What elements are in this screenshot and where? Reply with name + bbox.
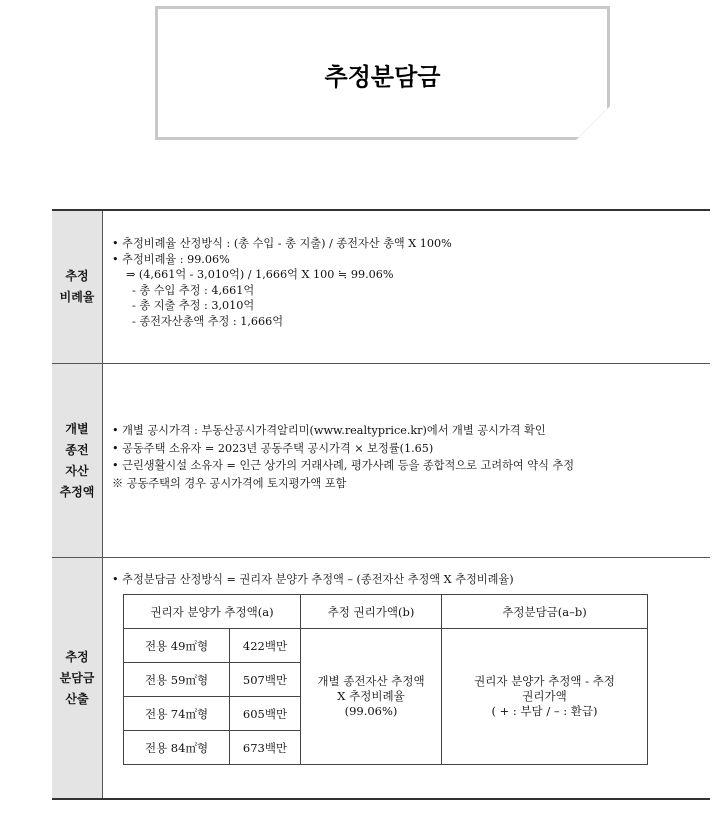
- unit-price: 605백만: [230, 697, 301, 731]
- section-ratio: [52, 211, 710, 364]
- calc-formula-line: • 추정분담금 산정방식 = 권리자 분양가 추정액 – (종전자산 추정액 X 추정비례율): [112, 573, 514, 586]
- unit-price: 422백만: [230, 629, 301, 663]
- table-row: [124, 629, 648, 663]
- contribution-line: ( + : 부담 / – : 환급): [491, 704, 598, 718]
- ratio-method-line: • 추정비례율 산정방식 : (총 수입 - 총 지출) / 종전자산 총액 X 100%: [112, 237, 452, 250]
- rights-value-line: X 추정비례율: [337, 689, 405, 703]
- ratio-calc-line: ⇒ (4,661억 - 3,010억) / 1,666억 X 100 ≒ 99.06%: [126, 268, 394, 281]
- info-table: [52, 209, 710, 800]
- section-content-ratio: [112, 236, 706, 329]
- label-line: 비례율: [59, 290, 95, 304]
- section-label-ratio: [52, 211, 103, 363]
- ratio-value-line: • 추정비례율 : 99.06%: [112, 252, 230, 266]
- section-label-individual: [52, 364, 103, 557]
- section-individual: [52, 364, 710, 558]
- title-box: [155, 6, 610, 140]
- individual-note: ※ 공동주택의 경우 공시가격에 토지평가액 포함: [112, 476, 347, 490]
- section-label-calc: [52, 558, 103, 798]
- label-line: 분담금: [59, 670, 95, 685]
- unit-type: 전용 84㎡형: [124, 731, 230, 765]
- label-line: 산출: [65, 691, 89, 706]
- unit-price: 673백만: [230, 731, 301, 765]
- individual-line-3: • 근린생활시설 소유자 = 인근 상가의 거래사례, 평가사례 등을 종합적으로 고려하여 약식 추정: [112, 459, 575, 472]
- unit-type: 전용 74㎡형: [124, 697, 230, 731]
- label-line: 추정액: [59, 484, 95, 499]
- header-rights-value: 추정 권리가액(b): [301, 595, 442, 629]
- section-content-individual: [112, 422, 706, 492]
- rights-value-line: 개별 종전자산 추정액: [317, 674, 425, 688]
- unit-type: 전용 49㎡형: [124, 629, 230, 663]
- label-line: 추정: [65, 649, 89, 664]
- header-contribution: 추정분담금(a–b): [442, 595, 648, 629]
- contribution-line: 권리자 분양가 추정액 - 추정: [474, 674, 615, 688]
- unit-price: 507백만: [230, 663, 301, 697]
- rights-value-line: (99.06%): [344, 704, 398, 718]
- folded-corner-cut: [576, 106, 610, 140]
- label-line: 종전: [65, 442, 89, 457]
- unit-type: 전용 59㎡형: [124, 663, 230, 697]
- individual-line-1: • 개별 공시가격 : 부동산공시가격알리미(www.realtyprice.kr)에서 개별 공시가격 확인: [112, 424, 546, 437]
- calc-formula: [112, 572, 706, 588]
- ratio-expense-line: - 총 지출 추정 : 3,010억: [132, 299, 255, 312]
- ratio-asset-line: - 종전자산총액 추정 : 1,666억: [132, 314, 284, 328]
- label-line: 추정: [65, 269, 89, 283]
- individual-line-2: • 공동주택 소유자 = 2023년 공동주택 공시가격 × 보정률(1.65): [112, 441, 434, 455]
- ratio-income-line: - 총 수입 추정 : 4,661억: [132, 283, 255, 297]
- label-line: 개별: [65, 421, 89, 436]
- table-header-row: [124, 595, 648, 629]
- contribution-cell: [442, 629, 648, 765]
- page-title: 추정분담금: [324, 63, 441, 91]
- header-price-estimate: 권리자 분양가 추정액(a): [124, 595, 301, 629]
- label-line: 자산: [65, 463, 89, 478]
- calc-subtable: [123, 594, 648, 765]
- contribution-line: 권리가액: [522, 689, 567, 703]
- section-calc: [52, 558, 710, 798]
- rights-value-cell: [301, 629, 442, 765]
